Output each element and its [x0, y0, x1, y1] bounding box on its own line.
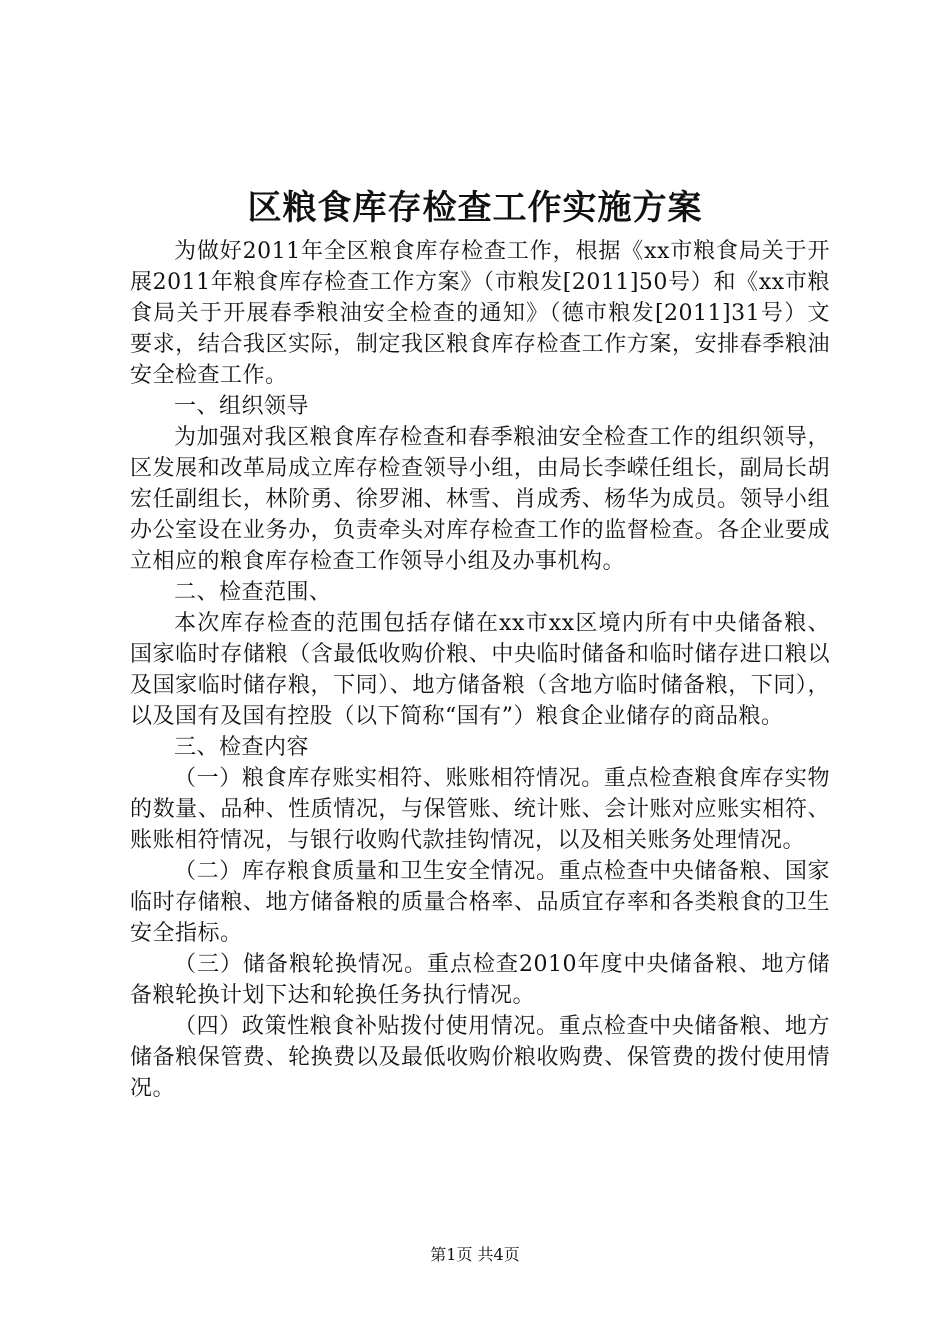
document-body [130, 236, 830, 1104]
paragraph-scope: 本次库存检查的范围包括存储在xx市xx区境内所有中央储备粮、国家临时存储粮（含最低收购价粮、中央临时储备和临时储存进口粮以及国家临时储存粮，下同）、地方储备粮（含地方临时储备粮，下同），以及国有及国有控股（以下简称“国有”）粮食企业储存的商品粮。 [130, 611, 830, 729]
section-heading-organization: 一、组织领导 [174, 394, 310, 419]
paragraph-organization: 为加强对我区粮食库存检查和春季粮油安全检查工作的组织领导，区发展和改革局成立库存检查领导小组，由局长李嵘任组长，副局长胡宏任副组长，林阶勇、徐罗湘、林雪、肖成秀、杨华为成员。领导小组办公室设在业务办，负责牵头对库存检查工作的监督检查。各企业要成立相应的粮食库存检查工作领导小组及办事机构。 [130, 425, 830, 574]
paragraph-content-1: （一）粮食库存账实相符、账账相符情况。重点检查粮食库存实物的数量、品种、性质情况，与保管账、统计账、会计账对应账实相符、账账相符情况，与银行收购代款挂钩情况，以及相关账务处理情况。 [130, 766, 830, 853]
paragraph-content-4: （四）政策性粮食补贴拨付使用情况。重点检查中央储备粮、地方储备粮保管费、轮换费以及最低收购价粮收购费、保管费的拨付使用情况。 [130, 1014, 830, 1101]
document-title: 区粮食库存检查工作实施方案 [247, 188, 703, 228]
page-number-footer: 第1页 共4页 [430, 1245, 520, 1264]
section-heading-scope: 二、检查范围、 [174, 580, 332, 605]
section-heading-content: 三、检查内容 [174, 735, 310, 760]
paragraph-intro: 为做好2011年全区粮食库存检查工作，根据《xx市粮食局关于开展2011年粮食库存检查工作方案》（市粮发[2011]50号）和《xx市粮食局关于开展春季粮油安全检查的通知》（德市粮发[2011]31号）文要求，结合我区实际，制定我区粮食库存检查工作方案，安排春季粮油安全检查工作。 [130, 239, 830, 388]
paragraph-content-2: （二）库存粮食质量和卫生安全情况。重点检查中央储备粮、国家临时存储粮、地方储备粮的质量合格率、品质宜存率和各类粮食的卫生安全指标。 [130, 859, 830, 946]
paragraph-content-3: （三）储备粮轮换情况。重点检查2010年度中央储备粮、地方储备粮轮换计划下达和轮换任务执行情况。 [130, 952, 830, 1008]
